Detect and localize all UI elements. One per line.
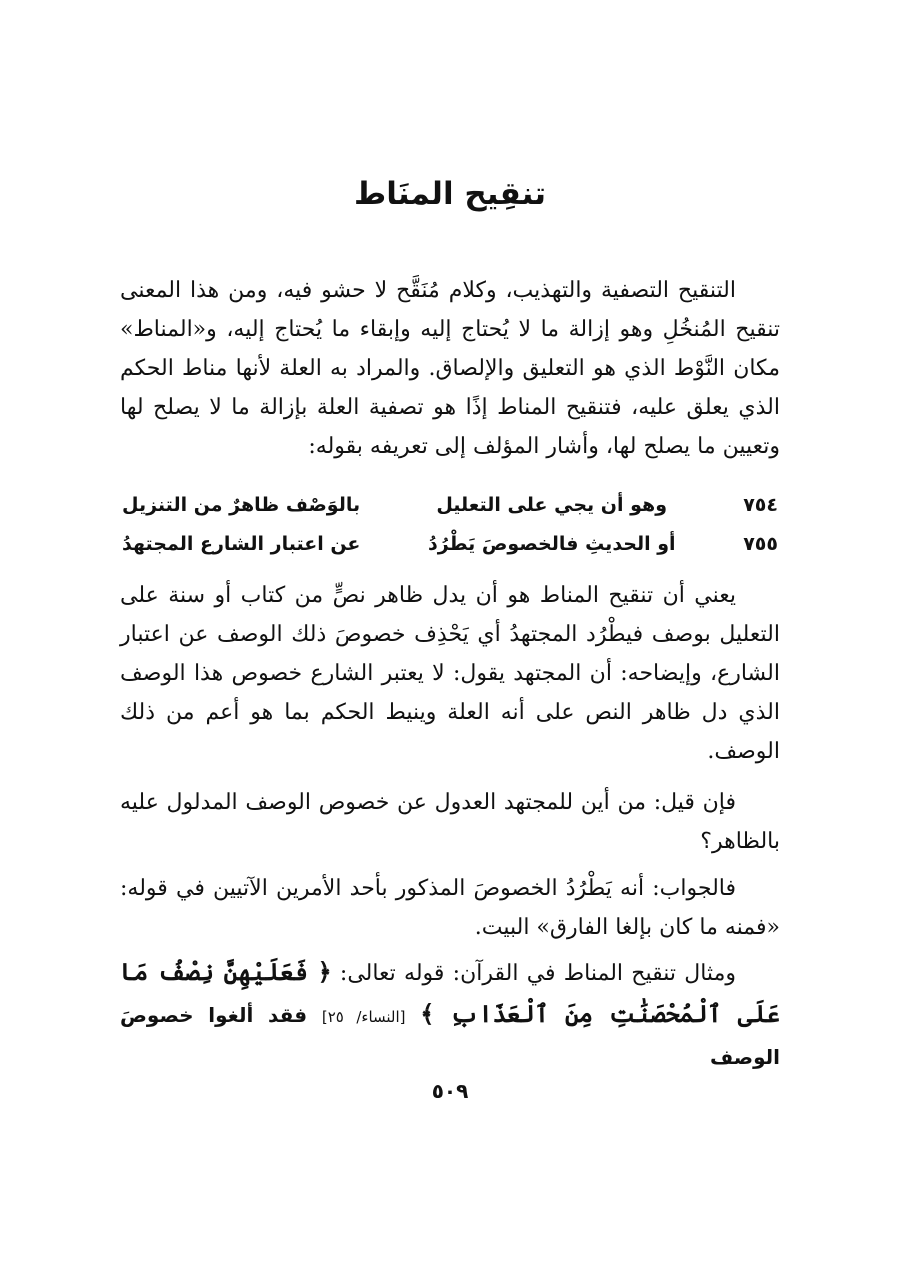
answer-block: [120, 869, 780, 947]
example-lead: ومثال تنقيح المناط في القرآن: قوله تعالى:: [339, 961, 736, 986]
explanation-paragraph: يعني أن تنقيح المناط هو أن يدل ظاهر نصٍّ من كتاب أو سنة على التعليل بوصف فيطْرُد المجتهدُ أي يَحْذِف خصوصَ ذلك الوصف عن اعتبار الشارع، وإيضاحه: أن المجتهد يقول: لا يعتبر الشارع خصوص هذا الوصف الذي دل ظاهر النص على أنه العلة وينيط الحكم بما هو أعم من ذلك الوصف.: [120, 583, 780, 764]
page-number: ٥٠٩: [431, 1079, 469, 1103]
intro-block: [120, 271, 780, 466]
example-tail: فقد ألغوا خصوصَ الوصف: [120, 1003, 780, 1069]
answer-paragraph: فالجواب: أنه يَطْرُدُ الخصوصَ المذكور بأحد الأمرين الآتيين في قوله: «فمنه ما كان بإلغا الفارق» البيت.: [120, 876, 780, 940]
example-block: [120, 952, 780, 1078]
verse-first-hemistich: وهو أن يجي على التعليل: [436, 494, 668, 516]
explanation-block: [120, 576, 780, 771]
question-paragraph: فإن قيل: من أين للمجتهد العدول عن خصوص الوصف المدلول عليه بالظاهر؟: [120, 790, 780, 854]
example-paragraph: [120, 952, 780, 1078]
verse-line: [122, 525, 778, 564]
verse-first-hemistich: أو الحديثِ فالخصوصَ يَطْرُدُ: [428, 533, 676, 555]
verse-second-hemistich: عن اعتبار الشارع المجتهدُ: [122, 533, 361, 555]
quran-citation: [النساء/ ٢٥]: [321, 1008, 406, 1026]
question-block: [120, 783, 780, 861]
quran-verse: ﴿ فَعَلَيْهِنَّ نِصْفُ مَا عَلَى ٱلْمُحْصَنَٰتِ مِنَ ٱلْعَذَابِ ﴾: [120, 957, 781, 1028]
verse-block: [122, 486, 778, 564]
verse-number: ٧٥٤: [743, 494, 778, 516]
page-title: تنقِيح المنَاط: [354, 176, 546, 212]
intro-paragraph: التنقيح التصفية والتهذيب، وكلام مُنَقَّح لا حشو فيه، ومن هذا المعنى تنقيح المُنخُلِ وهو إزالة ما لا يُحتاج إليه وإبقاء ما يُحتاج إليه، و«المناط» مكان النَّوْط الذي هو التعليق والإلصاق. والمراد به العلة لأنها مناط الحكم الذي يعلق عليه، فتنقيح المناط إذًا هو تصفية العلة بإزالة ما لا يصلح لها وتعيين ما يصلح لها، وأشار المؤلف إلى تعريفه بقوله:: [120, 278, 780, 459]
verse-number: ٧٥٥: [743, 533, 778, 555]
verse-line: [122, 486, 778, 525]
verse-second-hemistich: بالوَصْف ظاهرٌ من التنزيل: [122, 494, 361, 516]
